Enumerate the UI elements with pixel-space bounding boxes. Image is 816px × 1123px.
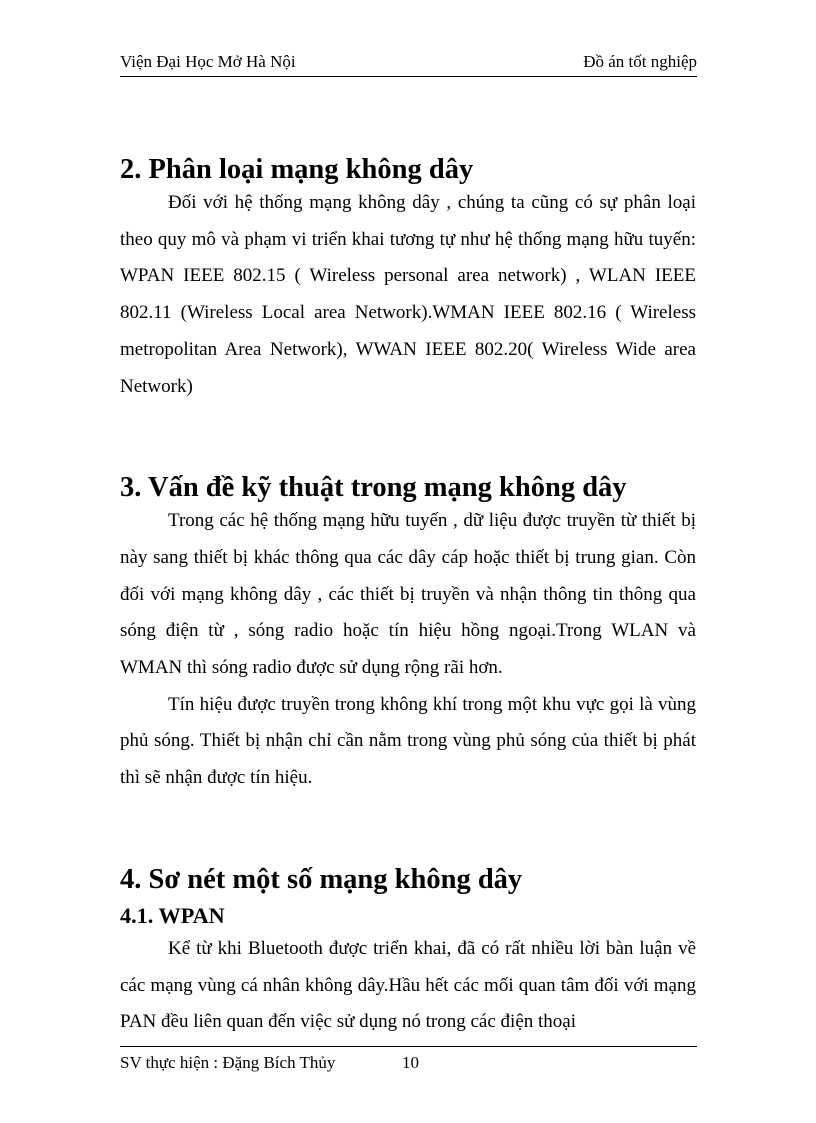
paragraph: Đối với hệ thống mạng không dây , chúng ta cũng có sự phân loại theo quy mô và phạm vi triển khai tương tự như hệ thống mạng hữu tuyến: WPAN IEEE 802.15 ( Wireless personal area network) , WLAN IEEE 802.11 (Wireless Local area Network).WMAN IEEE 802.16 ( Wireless metropolitan Area Network), WWAN IEEE 802.20( Wireless Wide area Network) (120, 192, 696, 397)
section-wireless-overview (120, 865, 696, 1041)
spacer (120, 405, 696, 473)
paragraph: Trong các hệ thống mạng hữu tuyến , dữ liệu được truyền từ thiết bị này sang thiết bị khác thông qua các dây cáp hoặc thiết bị trung gian. Còn đối với mạng không dây , các thiết bị truyền và nhận thông tin thông qua sóng điện từ , sóng radio hoặc tín hiệu hồng ngoại.Trong WLAN và WMAN thì sóng radio được sử dụng rộng rãi hơn. (120, 510, 696, 679)
section-classification (120, 155, 696, 405)
spacer (120, 797, 696, 865)
document-body (120, 155, 696, 1041)
section-heading: 4. Sơ nét một số mạng không dây (120, 863, 523, 895)
section-technical-issues (120, 473, 696, 797)
paragraph: Kể từ khi Bluetooth được triển khai, đã có rất nhiều lời bàn luận về các mạng vùng cá nhân không dây.Hầu hết các mối quan tâm đối với mạng PAN đều liên quan đến việc sử dụng nó trong các điện thoại (120, 937, 696, 1033)
header-document-type: Đồ án tốt nghiệp (583, 52, 697, 71)
subsection-heading: 4.1. WPAN (120, 902, 225, 928)
page-number: 10 (402, 1053, 419, 1072)
section-heading: 3. Vấn đề kỹ thuật trong mạng không dây (120, 472, 627, 504)
page-footer (120, 1046, 697, 1072)
header-institution: Viện Đại Học Mở Hà Nội (120, 52, 296, 71)
section-heading: 2. Phân loại mạng không dây (120, 154, 474, 185)
paragraph: Tín hiệu được truyền trong không khí trong một khu vực gọi là vùng phủ sóng. Thiết bị nhận chỉ cần nằm trong vùng phủ sóng của thiết bị phát thì sẽ nhận được tín hiệu. (120, 693, 696, 789)
footer-author: SV thực hiện : Đặng Bích Thủy (120, 1053, 336, 1072)
page-header (120, 50, 697, 77)
